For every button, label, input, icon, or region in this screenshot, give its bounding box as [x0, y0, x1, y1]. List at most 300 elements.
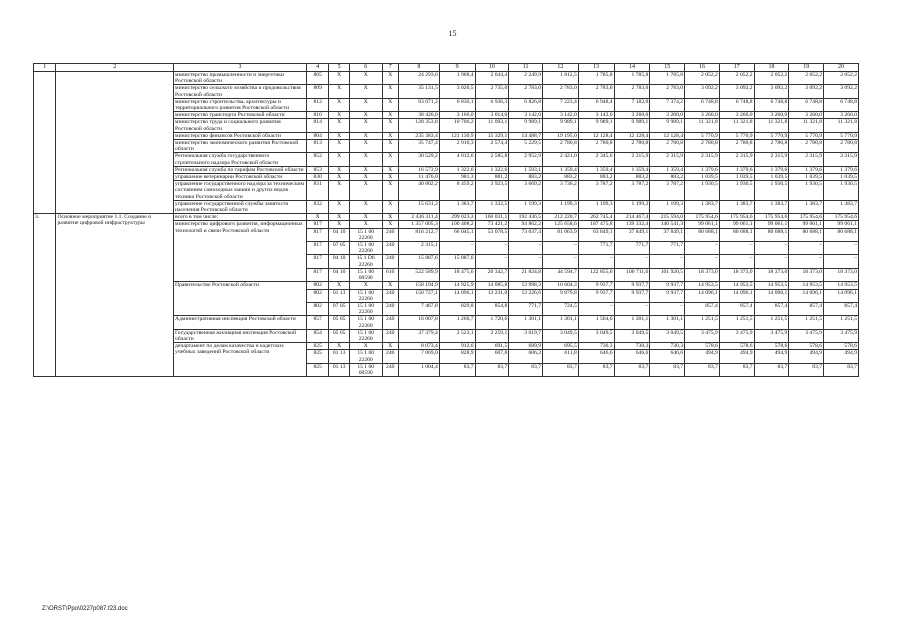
amount-cell: 13 998,3 — [509, 282, 543, 289]
amount-cell: 262 745,4 — [578, 214, 614, 221]
amount-cell: 80 688,1 — [824, 228, 859, 241]
amount-cell: 37 849,1 — [650, 228, 685, 241]
code-cell: X — [382, 166, 398, 173]
column-header: 13 — [578, 64, 614, 72]
column-header: 12 — [543, 64, 579, 72]
amount-cell: 2 052,2 — [719, 72, 754, 85]
amount-cell: 3 260,0 — [824, 112, 859, 119]
code-cell: X — [329, 214, 349, 221]
amount-cell: 2 249,9 — [509, 72, 543, 85]
amount-cell: 3 049,5 — [543, 329, 579, 342]
amount-cell: 140 541,3 — [650, 221, 685, 228]
amount-cell: 2 735,0 — [475, 85, 509, 98]
amount-cell: 3 020,5 — [439, 85, 475, 98]
amount-cell: 35 747,4 — [398, 140, 439, 153]
amount-cell: 14 953,5 — [754, 282, 789, 289]
amount-cell: 1 379,6 — [719, 166, 754, 173]
column-header: 14 — [614, 64, 650, 72]
code-cell: X — [349, 221, 382, 228]
amount-cell: 3 669,2 — [509, 181, 543, 201]
code-cell: X — [349, 72, 382, 85]
code-cell: 01 13 — [329, 350, 349, 363]
amount-cell: 3 475,9 — [789, 329, 824, 342]
amount-cell: 3 475,9 — [754, 329, 789, 342]
amount-cell: 18 373,0 — [719, 268, 754, 281]
code-cell: X — [349, 119, 382, 132]
code-cell: 01 13 — [329, 289, 349, 302]
amount-cell: 1 301,1 — [509, 316, 543, 329]
amount-cell: 99 061,1 — [754, 221, 789, 228]
amount-cell: 14 096,1 — [719, 289, 754, 302]
code-cell: X — [349, 200, 382, 213]
column-header: 18 — [754, 64, 789, 72]
amount-cell: 81 063,9 — [543, 228, 579, 241]
amount-cell: 14 953,5 — [824, 282, 859, 289]
amount-cell: 100 408,2 — [439, 221, 475, 228]
amount-cell: – — [578, 255, 614, 268]
code-cell: 825 — [306, 343, 328, 350]
amount-cell: 6 948,4 — [578, 98, 614, 111]
amount-cell: 66 045,1 — [439, 228, 475, 241]
code-cell: X — [382, 181, 398, 201]
amount-cell: 9 937,7 — [614, 289, 650, 302]
amount-cell: 578,6 — [685, 343, 720, 350]
amount-cell: 2 315,9 — [614, 153, 650, 166]
amount-cell: 1 039,5 — [685, 174, 720, 181]
amount-cell: 771,7 — [509, 302, 543, 315]
amount-cell: 3 092,2 — [719, 85, 754, 98]
amount-cell: 11 321,8 — [789, 119, 824, 132]
amount-cell: 15 887,6 — [439, 255, 475, 268]
amount-cell: 1 199,3 — [650, 200, 685, 213]
amount-cell: – — [650, 302, 685, 315]
code-cell: X — [349, 343, 382, 350]
code-cell: 240 — [382, 289, 398, 302]
amount-cell: 2 315,9 — [719, 153, 754, 166]
amount-cell: 3 475,9 — [719, 329, 754, 342]
amount-cell: 1 039,5 — [789, 174, 824, 181]
amount-cell: 1 379,6 — [754, 166, 789, 173]
amount-cell: 2 916,3 — [439, 140, 475, 153]
amount-cell: 578,6 — [754, 343, 789, 350]
amount-cell: – — [543, 255, 579, 268]
amount-cell: 18 373,0 — [754, 268, 789, 281]
amount-cell: 13 226,6 — [509, 289, 543, 302]
code-cell: X — [329, 200, 349, 213]
amount-cell: 14 953,5 — [685, 282, 720, 289]
amount-cell: 158 194,9 — [398, 282, 439, 289]
amount-cell: 83,7 — [509, 363, 543, 376]
amount-cell: 1 199,3 — [543, 200, 579, 213]
amount-cell: 494,9 — [719, 350, 754, 363]
amount-cell: 695,5 — [543, 343, 579, 350]
amount-cell: 1 251,5 — [824, 316, 859, 329]
code-cell: X — [329, 140, 349, 153]
amount-cell: 3 260,0 — [754, 112, 789, 119]
code-cell: 01 13 — [329, 363, 349, 376]
code-cell: 813 — [306, 140, 328, 153]
amount-cell: 1 383,7 — [439, 200, 475, 213]
amount-cell: 1 812,5 — [543, 72, 579, 85]
amount-cell: 3 475,9 — [685, 329, 720, 342]
code-cell: 240 — [382, 242, 398, 255]
code-cell: X — [382, 98, 398, 111]
code-cell: X — [329, 166, 349, 173]
code-cell: X — [329, 174, 349, 181]
amount-cell: 13 231,0 — [475, 289, 509, 302]
column-header: 10 — [475, 64, 509, 72]
code-cell: X — [382, 140, 398, 153]
code-cell: X — [382, 174, 398, 181]
amount-cell: 2 259,1 — [475, 329, 509, 342]
code-cell: 240 — [382, 302, 398, 315]
amount-cell: 63 849,1 — [578, 228, 614, 241]
column-header: 1 — [34, 64, 56, 72]
code-cell: 830 — [306, 174, 328, 181]
amount-cell: 494,9 — [789, 350, 824, 363]
amount-cell: 6 836,1 — [439, 98, 475, 111]
code-cell: 810 — [306, 112, 328, 119]
code-cell: 15 1 00 22260 — [349, 302, 382, 315]
amount-cell: 11 476,0 — [398, 174, 439, 181]
amount-cell: 94 862,2 — [509, 221, 543, 228]
amount-cell: – — [614, 302, 650, 315]
amount-cell: 1 301,1 — [543, 316, 579, 329]
amount-cell: 9 879,8 — [543, 289, 579, 302]
amount-cell: 1 593,1 — [509, 166, 543, 173]
amount-cell: 829,8 — [439, 302, 475, 315]
code-cell: X — [349, 112, 382, 119]
amount-cell: 11 321,8 — [685, 119, 720, 132]
amount-cell: 99 061,1 — [719, 221, 754, 228]
code-cell: 804 — [306, 132, 328, 139]
column-header: 16 — [685, 64, 720, 72]
amount-cell: 912,6 — [439, 343, 475, 350]
amount-cell: 8 073,4 — [398, 343, 439, 350]
amount-cell: 99 061,1 — [824, 221, 859, 228]
amount-cell: 1 004,4 — [398, 363, 439, 376]
code-cell: X — [329, 282, 349, 289]
amount-cell: 2 315,9 — [650, 153, 685, 166]
amount-cell: 611,8 — [543, 350, 579, 363]
amount-cell: 3 092,2 — [789, 85, 824, 98]
amount-cell: 1 199,3 — [614, 200, 650, 213]
code-cell: 240 — [382, 316, 398, 329]
amount-cell: 21 824,8 — [509, 268, 543, 281]
amount-cell: 37 849,1 — [614, 228, 650, 241]
table-row — [34, 214, 859, 221]
amount-cell: 175 954,6 — [789, 214, 824, 221]
amount-cell: 83,7 — [543, 363, 579, 376]
amount-cell: 6 936,3 — [475, 98, 509, 111]
amount-cell: 883,2 — [650, 174, 685, 181]
amount-cell: 1 357 005,3 — [398, 221, 439, 228]
amount-cell: 1 930,5 — [824, 181, 859, 201]
amount-cell: 8 459,2 — [439, 181, 475, 201]
amount-cell: 212 220,7 — [543, 214, 579, 221]
code-cell: X — [329, 181, 349, 201]
amount-cell: 1 379,6 — [685, 166, 720, 173]
code-cell: X — [382, 221, 398, 228]
code-cell: 15 1 00 22260 — [349, 228, 382, 241]
amount-cell: 2 780,8 — [789, 140, 824, 153]
amount-cell: 24 293,6 — [398, 72, 439, 85]
amount-cell: 2 421,0 — [543, 153, 579, 166]
amount-cell: 122 855,0 — [578, 268, 614, 281]
code-cell: 07 05 — [329, 302, 349, 315]
amount-cell: 9 989,1 — [650, 119, 685, 132]
amount-cell: 5 770,9 — [754, 132, 789, 139]
amount-cell: 101 920,5 — [650, 268, 685, 281]
amount-cell: 4 012,6 — [439, 153, 475, 166]
amount-cell: 100 711,6 — [614, 268, 650, 281]
amount-cell: 2 783,0 — [650, 85, 685, 98]
code-cell: 817 — [306, 228, 328, 241]
code-cell: X — [329, 98, 349, 111]
amount-cell: 5 770,9 — [719, 132, 754, 139]
executor-name: Государственная жилищная инспекция Ростовской области — [174, 329, 307, 342]
executor-name: министерство строительства, архитектуры и территориального развития Ростовской области — [174, 98, 307, 111]
amount-cell: 1 260,7 — [439, 316, 475, 329]
amount-cell: 6 748,8 — [719, 98, 754, 111]
amount-cell: – — [614, 255, 650, 268]
code-cell: 240 — [382, 329, 398, 342]
program-activity: Основное мероприятие 1.1. Создание и развитие цифровой инфраструктуры — [56, 214, 174, 377]
amount-cell: 9 989,1 — [543, 119, 579, 132]
amount-cell: 11 321,8 — [754, 119, 789, 132]
column-header: 7 — [382, 64, 398, 72]
amount-cell: 9 937,7 — [650, 282, 685, 289]
code-cell: 825 — [306, 350, 328, 363]
amount-cell: 73 421,2 — [475, 221, 509, 228]
amount-cell: 1 359,4 — [578, 166, 614, 173]
code-cell: X — [349, 174, 382, 181]
amount-cell: 1 930,5 — [754, 181, 789, 201]
amount-cell: 1 785,8 — [578, 72, 614, 85]
amount-cell: 80 688,1 — [754, 228, 789, 241]
amount-cell: 83,7 — [578, 363, 614, 376]
code-cell: X — [382, 132, 398, 139]
code-cell: X — [349, 282, 382, 289]
code-cell: X — [382, 112, 398, 119]
amount-cell: 15 329,1 — [475, 132, 509, 139]
code-cell: 802 — [306, 282, 328, 289]
column-header: 17 — [719, 64, 754, 72]
amount-cell: 494,9 — [754, 350, 789, 363]
amount-cell: 14 096,1 — [789, 289, 824, 302]
amount-cell: 3 787,2 — [650, 181, 685, 201]
amount-cell: – — [789, 255, 824, 268]
executor-name: министерство труда и социального развития Ростовской области — [174, 119, 307, 132]
amount-cell: 18 373,0 — [685, 268, 720, 281]
code-cell: 05 05 — [329, 329, 349, 342]
amount-cell: 10 706,2 — [439, 119, 475, 132]
code-cell: X — [349, 85, 382, 98]
amount-cell: 1 322,6 — [475, 166, 509, 173]
budget-table — [33, 63, 859, 377]
amount-cell: 3 736,2 — [543, 181, 579, 201]
amount-cell: 771,7 — [614, 242, 650, 255]
code-cell: X — [349, 98, 382, 111]
amount-cell: 175 954,6 — [719, 214, 754, 221]
code-cell: X — [329, 343, 349, 350]
amount-cell: 5 770,9 — [789, 132, 824, 139]
amount-cell: 6 748,8 — [754, 98, 789, 111]
code-cell: 817 — [306, 242, 328, 255]
code-cell: 853 — [306, 166, 328, 173]
amount-cell: 730,3 — [650, 343, 685, 350]
column-header: 20 — [824, 64, 859, 72]
amount-cell: 3 260,0 — [614, 112, 650, 119]
code-cell: X — [349, 181, 382, 201]
amount-cell: 2 315,9 — [789, 153, 824, 166]
code-cell: 817 — [306, 268, 328, 281]
amount-cell: 1 383,7 — [754, 200, 789, 213]
amount-cell: 3 260,0 — [650, 112, 685, 119]
amount-cell: 18 475,6 — [439, 268, 475, 281]
code-cell: 15 1 00 22260 — [349, 289, 382, 302]
amount-cell: 2 523,1 — [439, 329, 475, 342]
amount-cell: – — [824, 255, 859, 268]
amount-cell: 1 301,1 — [614, 316, 650, 329]
column-header: 5 — [329, 64, 349, 72]
amount-cell: 3 166,0 — [439, 112, 475, 119]
amount-cell: 150 727,1 — [398, 289, 439, 302]
amount-cell: 771,7 — [578, 242, 614, 255]
amount-cell: 1 359,4 — [614, 166, 650, 173]
amount-cell: – — [543, 242, 579, 255]
amount-cell: 1 251,5 — [685, 316, 720, 329]
amount-cell: 3 049,5 — [578, 329, 614, 342]
amount-cell: 1 720,6 — [475, 316, 509, 329]
code-cell: X — [382, 214, 398, 221]
amount-cell: 14 953,5 — [719, 282, 754, 289]
code-cell: X — [382, 119, 398, 132]
executor-name: Правительство Ростовской области — [174, 282, 307, 316]
amount-cell: 5 770,9 — [824, 132, 859, 139]
amount-cell: 14 925,9 — [439, 282, 475, 289]
amount-cell: – — [719, 242, 754, 255]
amount-cell: 83,7 — [754, 363, 789, 376]
amount-cell: 20 342,7 — [475, 268, 509, 281]
column-header: 15 — [650, 64, 685, 72]
amount-cell: 53 078,5 — [475, 228, 509, 241]
column-header: 2 — [56, 64, 174, 72]
amount-cell: 1 199,3 — [509, 200, 543, 213]
code-cell: 04 10 — [329, 255, 349, 268]
code-cell: X — [329, 112, 349, 119]
executor-name: министерство транспорта Ростовской области — [174, 112, 307, 119]
amount-cell: 1 930,5 — [719, 181, 754, 201]
amount-cell: 83,7 — [614, 363, 650, 376]
amount-cell: 44 594,7 — [543, 268, 579, 281]
amount-cell: 3 787,2 — [578, 181, 614, 201]
amount-cell: 6 748,8 — [824, 98, 859, 111]
executor-name: министерство сельского хозяйства и продовольствия Ростовской области — [174, 85, 307, 98]
amount-cell: 1 199,3 — [578, 200, 614, 213]
code-cell: 857 — [306, 316, 328, 329]
amount-cell: 2 585,8 — [475, 153, 509, 166]
amount-cell: 2 783,0 — [543, 85, 579, 98]
amount-cell: 1 039,5 — [824, 174, 859, 181]
amount-cell: – — [754, 242, 789, 255]
code-cell: 240 — [382, 255, 398, 268]
amount-cell: 883,2 — [509, 174, 543, 181]
code-cell: 04 10 — [329, 268, 349, 281]
amount-cell: – — [509, 242, 543, 255]
amount-cell: 2 315,9 — [824, 153, 859, 166]
amount-cell: 857,4 — [754, 302, 789, 315]
amount-cell: 9 937,7 — [578, 289, 614, 302]
executor-name: управление ветеринарии Ростовской области — [174, 174, 307, 181]
amount-cell: – — [439, 242, 475, 255]
code-cell: 15 1 D6 22260 — [349, 255, 382, 268]
amount-cell: 2 780,8 — [543, 140, 579, 153]
amount-cell: 1 379,6 — [789, 166, 824, 173]
amount-cell: 646,6 — [650, 350, 685, 363]
amount-cell: 3 787,2 — [614, 181, 650, 201]
amount-cell: 857,4 — [685, 302, 720, 315]
amount-cell: 3 923,5 — [475, 181, 509, 201]
amount-cell: 2 780,8 — [719, 140, 754, 153]
amount-cell: 16 573,9 — [398, 166, 439, 173]
amount-cell: 1 359,4 — [650, 166, 685, 173]
amount-cell: 192 436,5 — [509, 214, 543, 221]
amount-cell: 2 315,9 — [754, 153, 789, 166]
code-cell: X — [382, 343, 398, 350]
executor-name: Региональная служба государственного строительного надзора Ростовской области — [174, 153, 307, 166]
amount-cell: 14 096,1 — [685, 289, 720, 302]
code-cell: 15 1 00 22260 — [349, 316, 382, 329]
amount-cell: 881,2 — [475, 174, 509, 181]
amount-cell: 3 092,2 — [754, 85, 789, 98]
code-cell: X — [349, 214, 382, 221]
amount-cell: 3 014,0 — [475, 112, 509, 119]
amount-cell: 14 085,8 — [475, 282, 509, 289]
code-cell: 831 — [306, 181, 328, 201]
amount-cell: 3 142,0 — [578, 112, 614, 119]
amount-cell: 771,7 — [650, 242, 685, 255]
executor-name: департамент по делам казачества и кадетских учебных заведений Ростовской области — [174, 343, 307, 377]
amount-cell: 578,6 — [789, 343, 824, 350]
amount-cell: 37 379,4 — [398, 329, 439, 342]
code-cell: 15 1 00 00590 — [349, 363, 382, 376]
code-cell: 240 — [382, 228, 398, 241]
amount-cell: 80 688,1 — [685, 228, 720, 241]
amount-cell: 7 069,0 — [398, 350, 439, 363]
code-cell: 852 — [306, 153, 328, 166]
amount-cell: 83,7 — [824, 363, 859, 376]
amount-cell: 1 930,5 — [789, 181, 824, 201]
code-cell: 15 1 00 00590 — [349, 268, 382, 281]
amount-cell: 235 383,4 — [398, 132, 439, 139]
amount-cell: 14 953,5 — [789, 282, 824, 289]
executor-name: Административная инспекция Ростовской области — [174, 316, 307, 329]
amount-cell: 2 783,0 — [614, 85, 650, 98]
code-cell: 802 — [306, 289, 328, 302]
code-cell: 817 — [306, 255, 328, 268]
amount-cell: – — [650, 255, 685, 268]
executor-name: министерство экономического развития Ростовской области — [174, 140, 307, 153]
code-cell: 809 — [306, 85, 328, 98]
amount-cell: 857,4 — [719, 302, 754, 315]
column-header: 6 — [349, 64, 382, 72]
amount-cell: 18 373,0 — [824, 268, 859, 281]
amount-cell: 3 260,0 — [789, 112, 824, 119]
amount-cell: 607,8 — [475, 350, 509, 363]
amount-cell: 522 589,9 — [398, 268, 439, 281]
page-number: 15 — [448, 29, 457, 38]
